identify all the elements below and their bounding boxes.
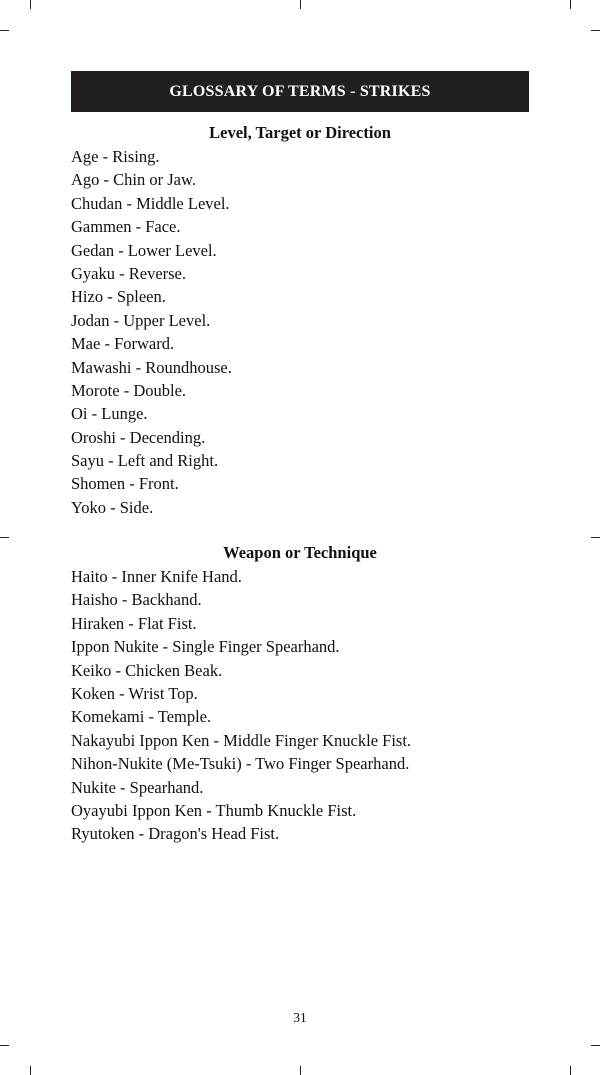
page-title-bar (71, 71, 529, 112)
crop-mark-left-top (0, 30, 9, 31)
list-item: Morote - Double. (71, 380, 187, 400)
list-item: Gyaku - Reverse. (71, 263, 187, 283)
crop-mark-bottom-right (570, 1066, 571, 1075)
list-item: Mawashi - Roundhouse. (71, 357, 232, 377)
page-number: 31 (293, 1010, 307, 1025)
crop-mark-top-center (300, 0, 301, 9)
section-heading-weapon-technique: Weapon or Technique (223, 543, 377, 562)
list-item: Jodan - Upper Level. (71, 310, 211, 330)
term-list-weapon-technique (71, 565, 411, 846)
list-item: Mae - Forward. (71, 334, 175, 354)
list-item: Shomen - Front. (71, 474, 179, 494)
term-list-level-target-direction (71, 145, 232, 519)
crop-mark-top-right (570, 0, 571, 9)
list-item: Sayu - Left and Right. (71, 451, 219, 471)
crop-mark-left-middle (0, 537, 9, 538)
list-item: Nakayubi Ippon Ken - Middle Finger Knuckle Fist. (71, 730, 412, 750)
list-item: Koken - Wrist Top. (71, 683, 198, 703)
list-item: Gammen - Face. (71, 217, 181, 237)
list-item: Ago - Chin or Jaw. (71, 170, 196, 190)
list-item: Hizo - Spleen. (71, 287, 166, 307)
list-item: Oyayubi Ippon Ken - Thumb Knuckle Fist. (71, 800, 357, 820)
list-item: Hiraken - Flat Fist. (71, 613, 197, 633)
crop-mark-bottom-left (30, 1066, 31, 1075)
list-item: Gedan - Lower Level. (71, 240, 217, 260)
crop-mark-right-bottom (591, 1045, 600, 1046)
list-item: Haito - Inner Knife Hand. (71, 567, 242, 586)
list-item: Oroshi - Decending. (71, 427, 206, 447)
list-item: Ryutoken - Dragon's Head Fist. (71, 824, 280, 844)
page-title: GLOSSARY OF TERMS - STRIKES (169, 82, 431, 100)
list-item: Nihon-Nukite (Me-Tsuki) - Two Finger Spearhand. (71, 754, 410, 774)
list-item: Oi - Lunge. (71, 404, 148, 424)
list-item: Komekami - Temple. (71, 707, 212, 727)
list-item: Yoko - Side. (71, 497, 154, 517)
list-item: Nukite - Spearhand. (71, 777, 204, 797)
crop-mark-right-middle (591, 537, 600, 538)
list-item: Haisho - Backhand. (71, 590, 202, 610)
crop-mark-top-left (30, 0, 31, 9)
list-item: Age - Rising. (71, 147, 160, 166)
list-item: Ippon Nukite - Single Finger Spearhand. (71, 637, 340, 657)
crop-mark-bottom-center (300, 1066, 301, 1075)
section-heading-level-target-direction: Level, Target or Direction (209, 123, 391, 142)
crop-mark-left-bottom (0, 1045, 9, 1046)
list-item: Keiko - Chicken Beak. (71, 660, 223, 680)
crop-mark-right-top (591, 30, 600, 31)
list-item: Chudan - Middle Level. (71, 193, 230, 213)
